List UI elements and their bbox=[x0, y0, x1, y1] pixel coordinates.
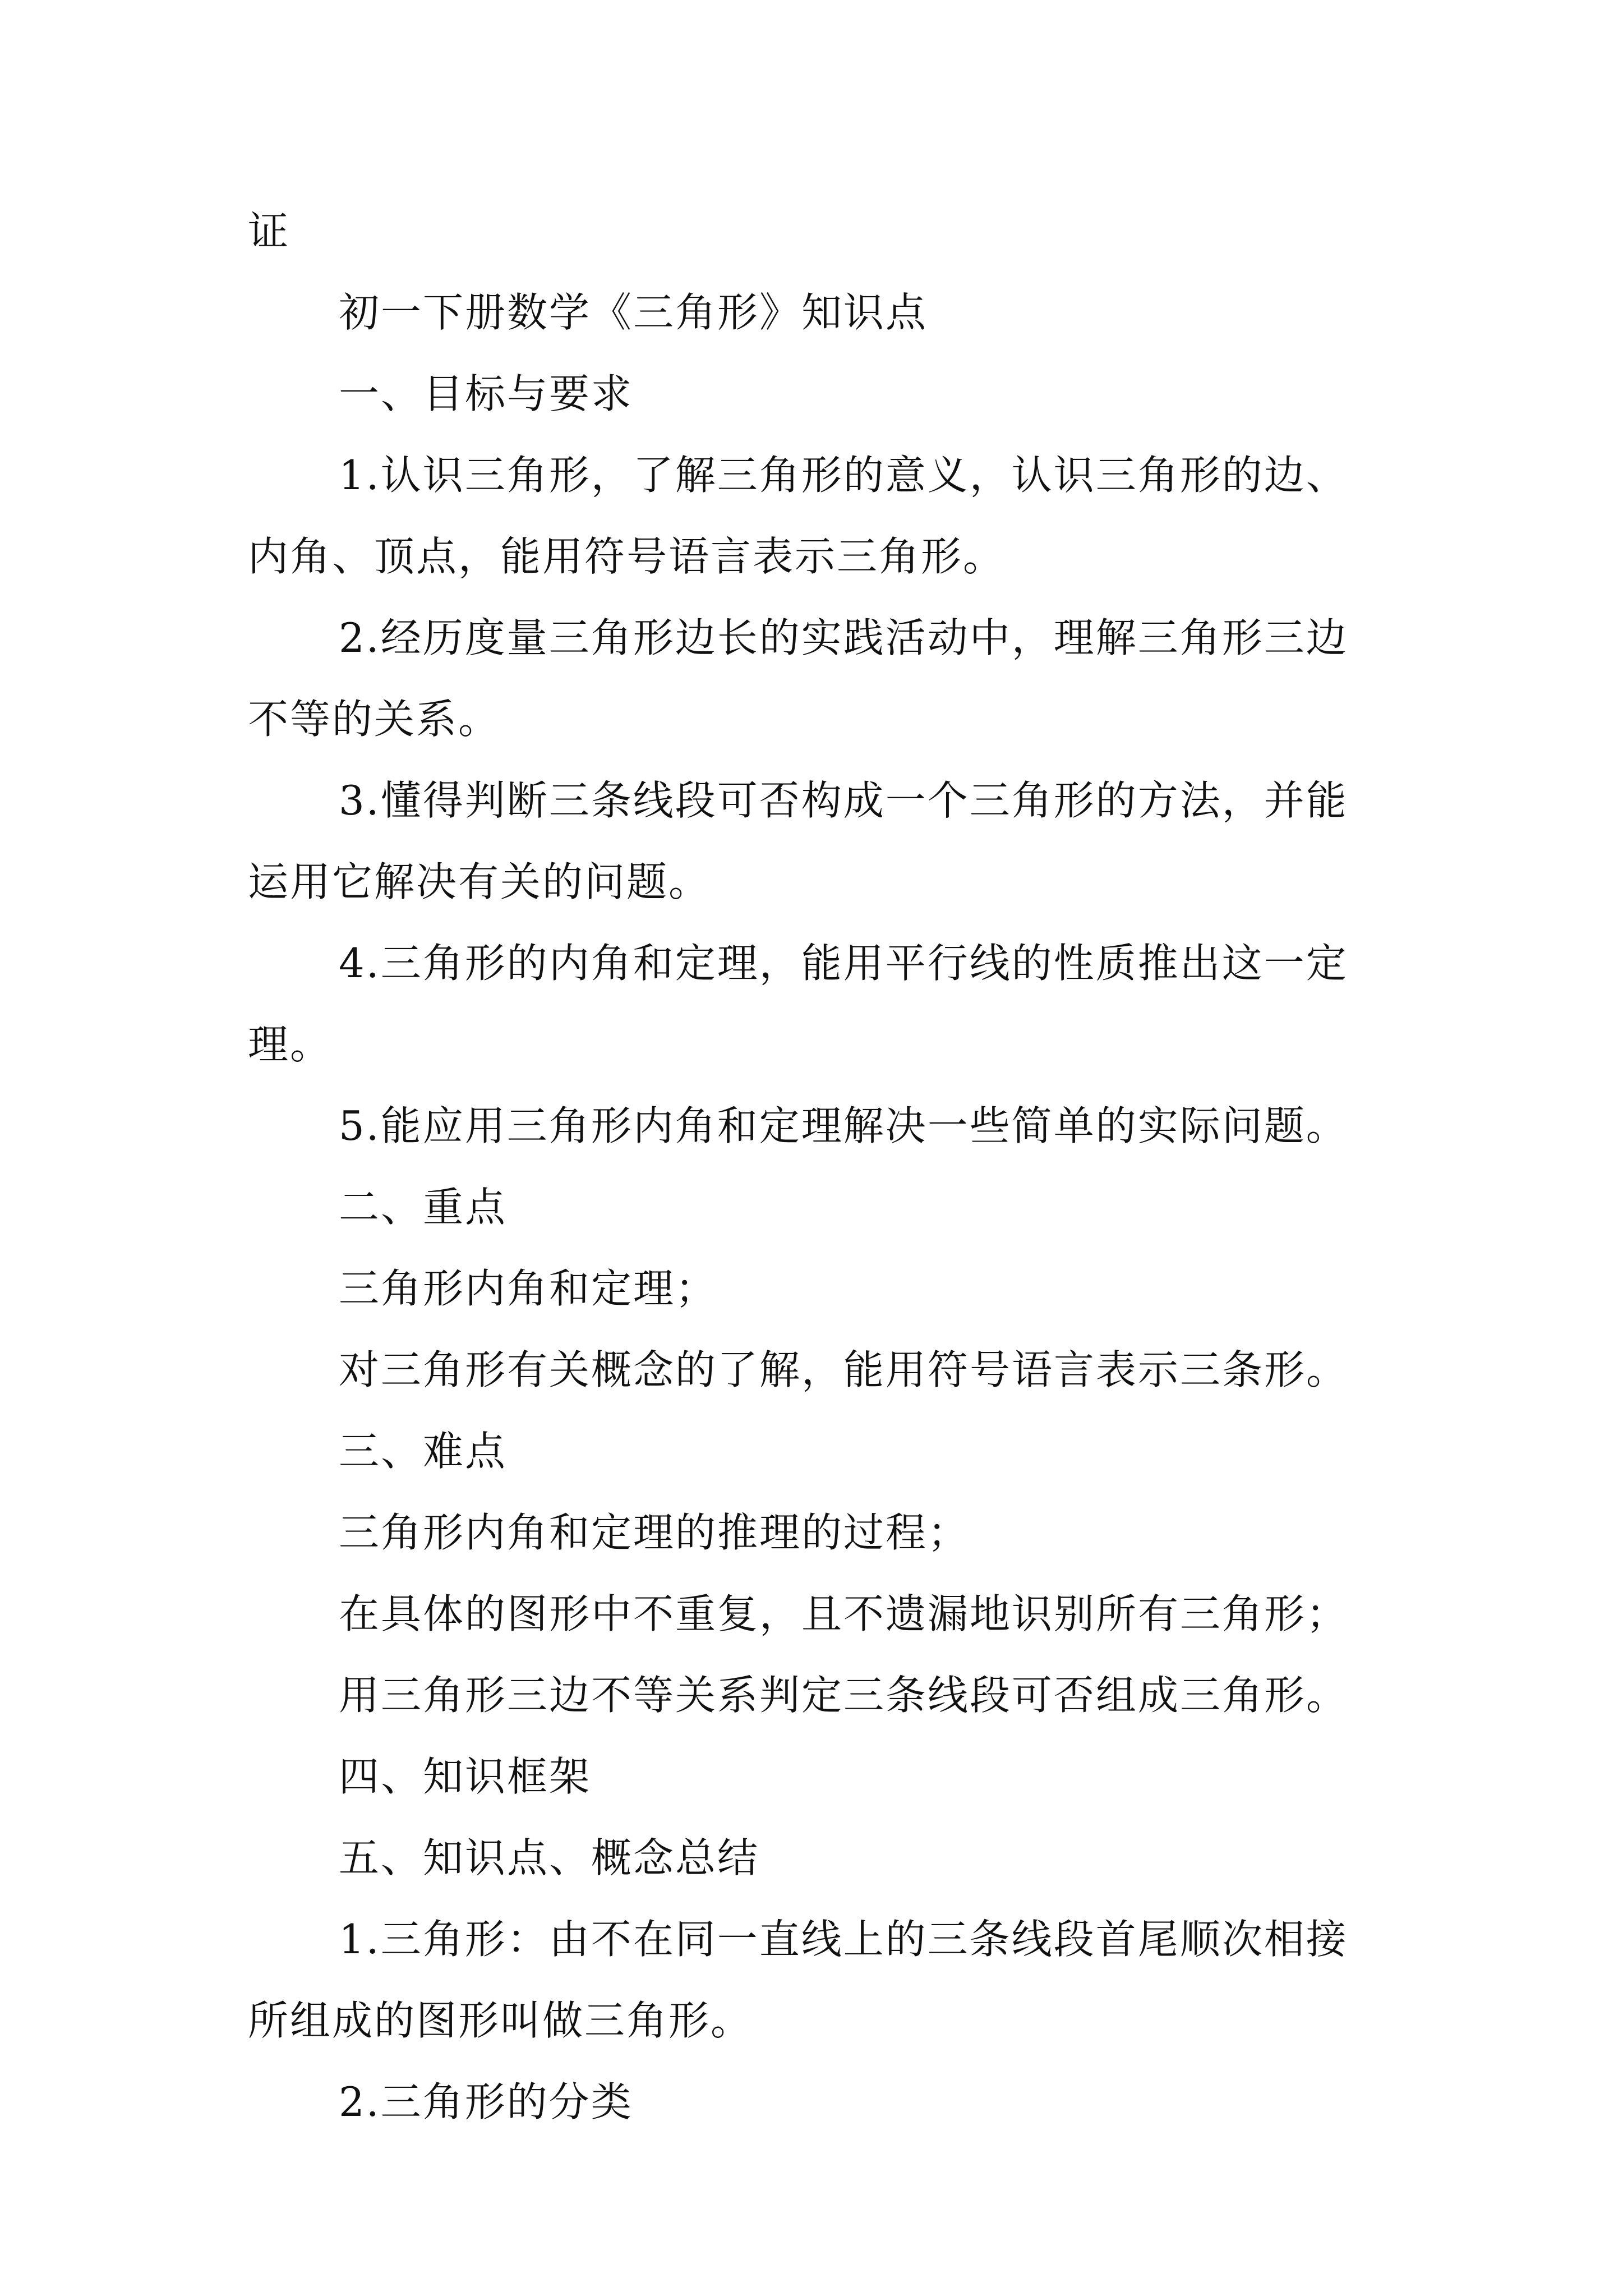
summary-item-1-continued: 所组成的图形叫做三角形。 bbox=[248, 1997, 753, 2044]
goal-item-2-continued: 不等的关系。 bbox=[248, 696, 501, 743]
goal-item-3: 3.懂得判断三条线段可否构成一个三角形的方法，并能 bbox=[339, 777, 1348, 824]
goal-item-4: 4.三角形的内角和定理，能用平行线的性质推出这一定 bbox=[339, 940, 1348, 987]
section-heading-framework: 四、知识框架 bbox=[339, 1753, 592, 1800]
text-line-continuation: 证 bbox=[248, 208, 291, 255]
section-heading-difficulties: 三、难点 bbox=[339, 1428, 508, 1475]
section-heading-summary: 五、知识点、概念总结 bbox=[339, 1834, 760, 1881]
difficulty-1: 三角形内角和定理的推理的过程； bbox=[339, 1509, 970, 1556]
difficulty-3: 用三角形三边不等关系判定三条线段可否组成三角形。 bbox=[339, 1672, 1349, 1719]
goal-item-3-continued: 运用它解决有关的问题。 bbox=[248, 858, 711, 905]
goal-item-5: 5.能应用三角形内角和定理解决一些简单的实际问题。 bbox=[339, 1102, 1348, 1149]
document-title: 初一下册数学《三角形》知识点 bbox=[339, 289, 928, 336]
section-heading-key-points: 二、重点 bbox=[339, 1184, 508, 1231]
document-page bbox=[248, 191, 1398, 2143]
goal-item-1: 1.认识三角形，了解三角形的意义，认识三角形的边、 bbox=[339, 452, 1348, 499]
section-heading-goals: 一、目标与要求 bbox=[339, 370, 634, 417]
goal-item-4-continued: 理。 bbox=[248, 1021, 333, 1068]
key-point-2: 对三角形有关概念的了解，能用符号语言表示三条形。 bbox=[339, 1346, 1349, 1393]
key-point-1: 三角形内角和定理； bbox=[339, 1265, 718, 1312]
goal-item-2: 2.经历度量三角形边长的实践活动中，理解三角形三边 bbox=[339, 614, 1348, 661]
difficulty-2: 在具体的图形中不重复，且不遗漏地识别所有三角形； bbox=[339, 1590, 1349, 1637]
summary-item-1: 1.三角形：由不在同一直线上的三条线段首尾顺次相接 bbox=[339, 1916, 1348, 1963]
goal-item-1-continued: 内角、顶点，能用符号语言表示三角形。 bbox=[248, 533, 1006, 580]
summary-item-2: 2.三角形的分类 bbox=[339, 2078, 633, 2125]
